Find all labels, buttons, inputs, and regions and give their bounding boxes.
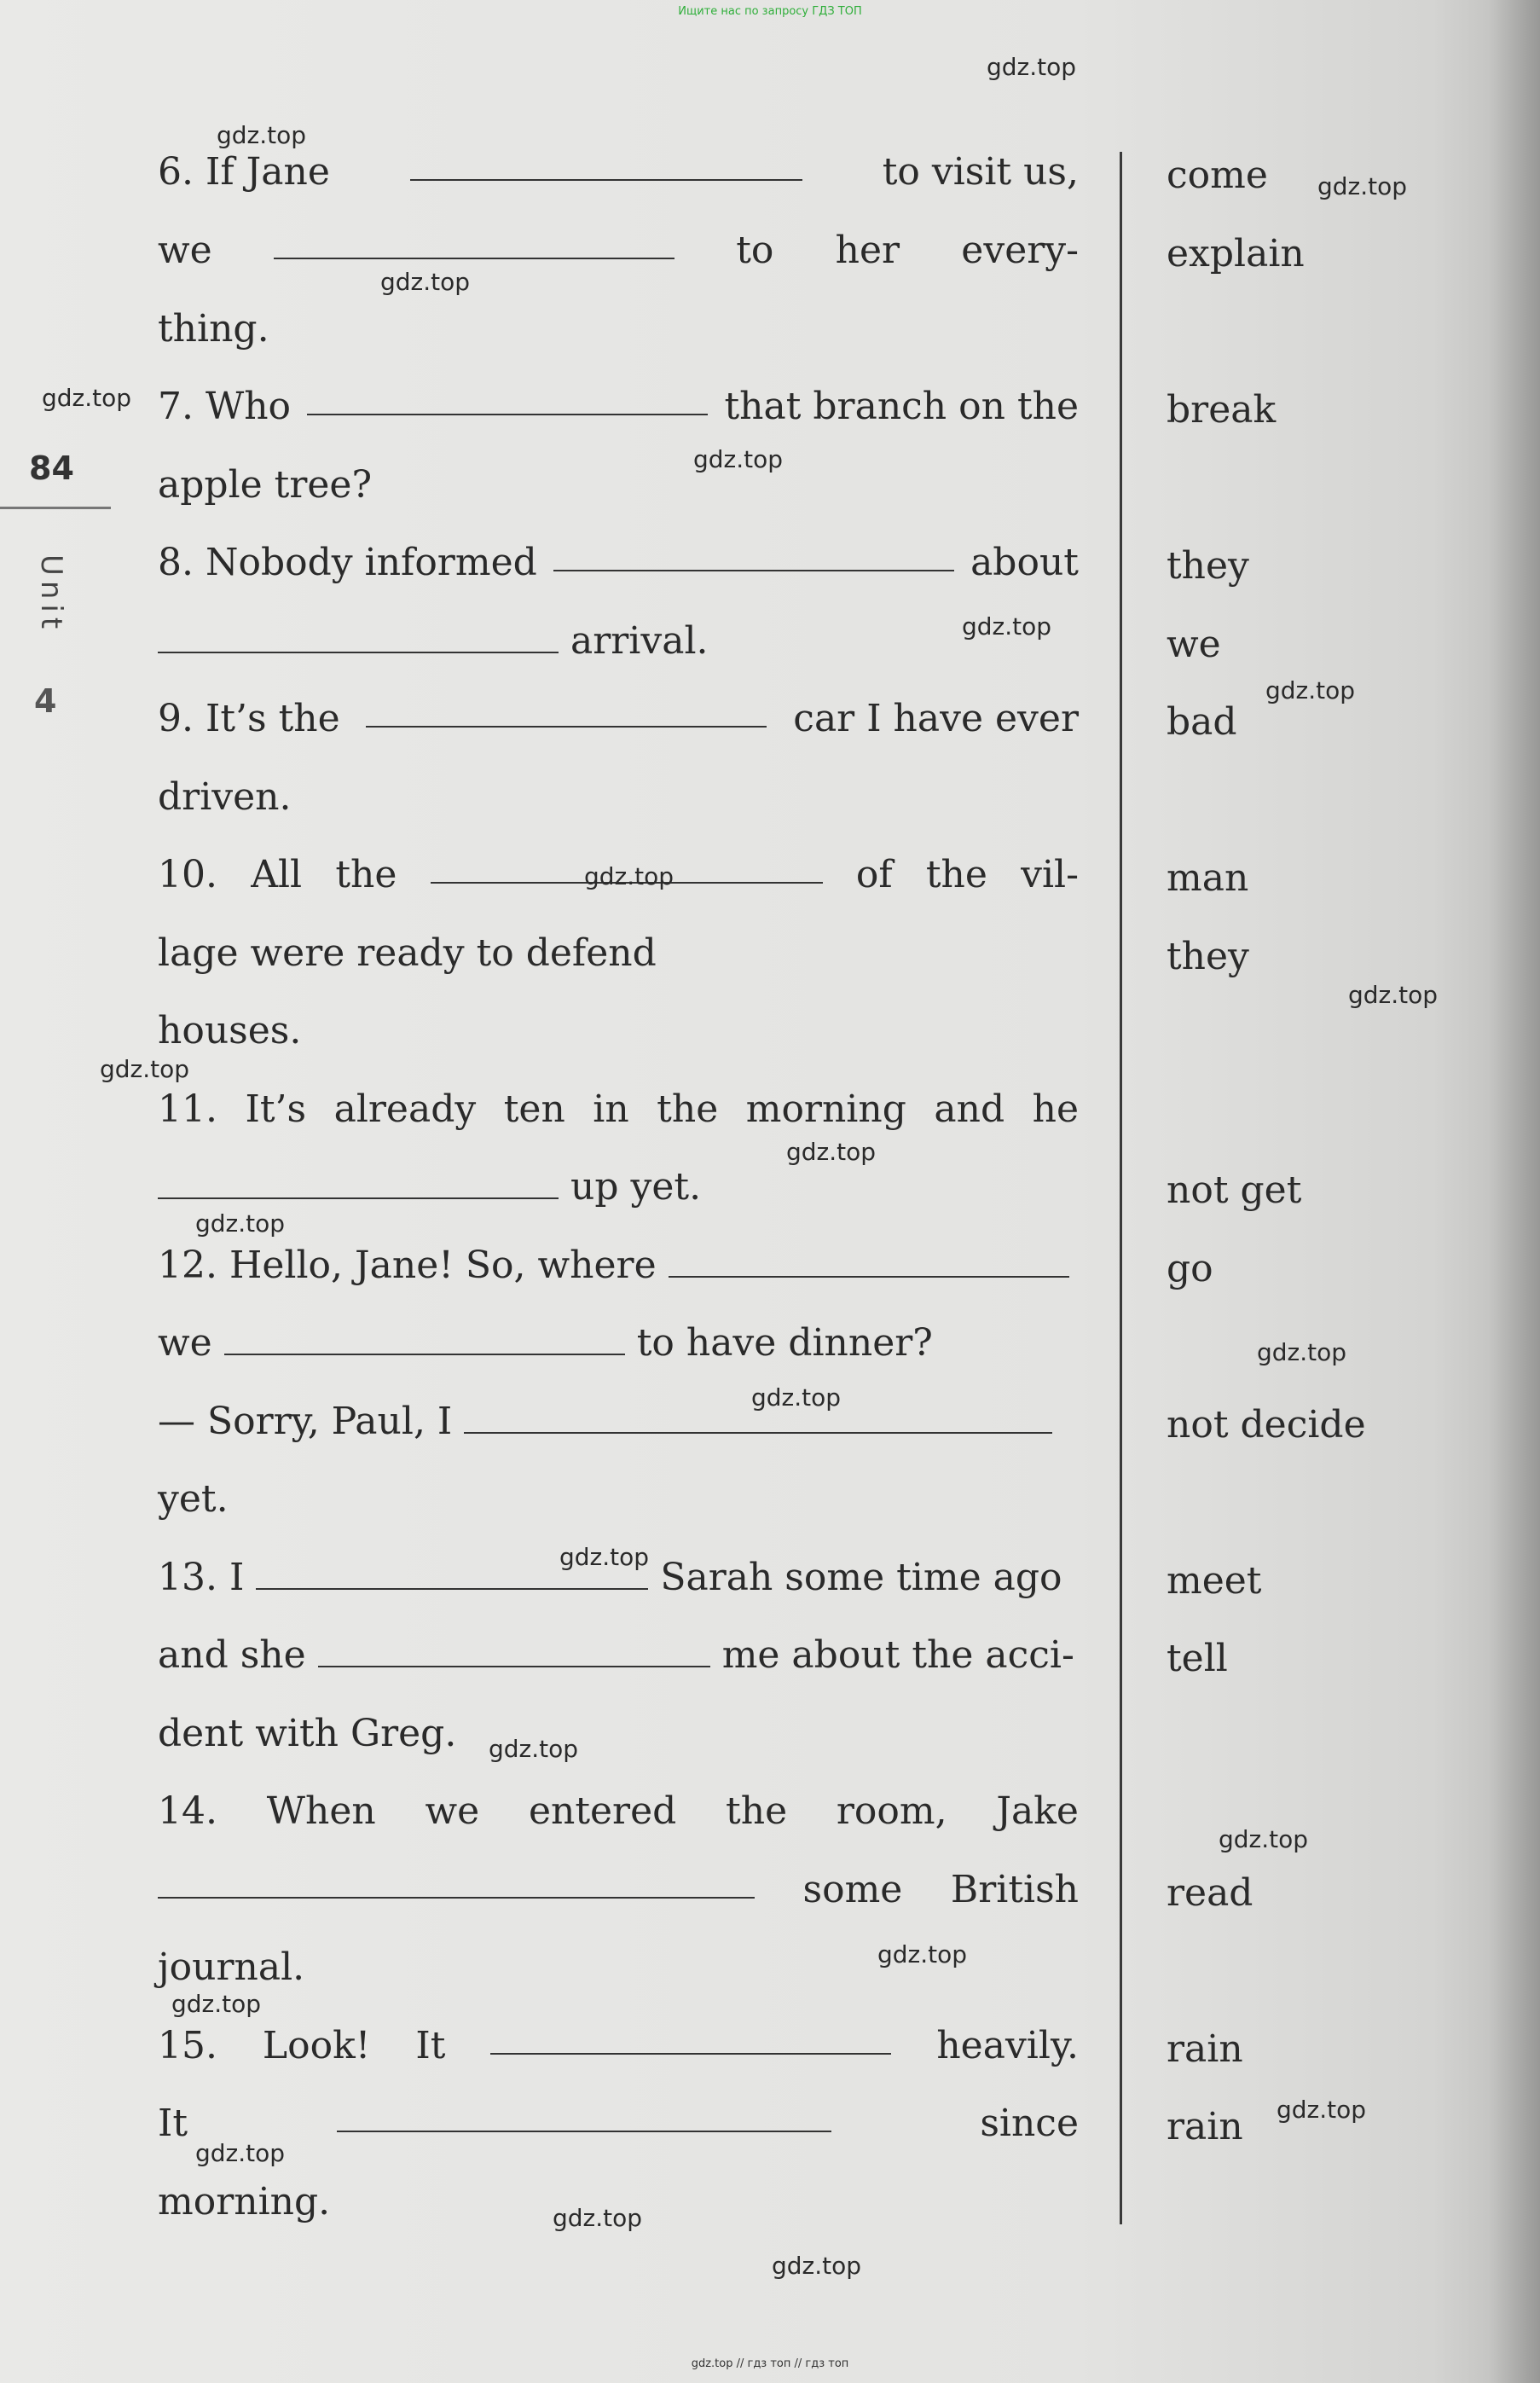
- watermark: gdz.top: [1317, 172, 1408, 200]
- exercise-line: [158, 931, 657, 975]
- line-text: entered: [528, 1789, 677, 1833]
- line-text: driven.: [158, 775, 292, 819]
- verb-hint: they: [1167, 544, 1249, 588]
- verb-hint: meet: [1167, 1559, 1262, 1603]
- answer-blank[interactable]: [669, 1250, 1069, 1278]
- line-text: It’s: [245, 1087, 307, 1131]
- unit-number: 4: [34, 682, 57, 720]
- verb-hint: they: [1167, 935, 1249, 978]
- line-text: every-: [961, 229, 1079, 272]
- answer-blank[interactable]: [318, 1640, 710, 1667]
- line-text: arrival.: [570, 619, 709, 663]
- verb-hint: man: [1167, 856, 1249, 900]
- line-text: — Sorry, Paul, I: [158, 1400, 453, 1443]
- line-text: 15.: [158, 2024, 217, 2067]
- watermark: gdz.top: [1348, 981, 1439, 1009]
- line-text: the: [726, 1789, 788, 1833]
- answer-blank[interactable]: [274, 232, 674, 259]
- bottom-banner[interactable]: gdz.top // гдз топ // гдз топ: [691, 2357, 849, 2370]
- watermark: gdz.top: [42, 384, 132, 412]
- exercise-line: [158, 1165, 702, 1209]
- verb-hint: rain: [1167, 2027, 1243, 2071]
- verb-hint: read: [1167, 1871, 1253, 1915]
- verb-hint: explain: [1167, 232, 1305, 275]
- watermark: gdz.top: [786, 1138, 877, 1166]
- line-text: up yet.: [570, 1165, 702, 1209]
- answer-blank[interactable]: [490, 2027, 891, 2055]
- line-text: 12. Hello, Jane! So, where: [158, 1244, 657, 1287]
- page-number: 84: [29, 449, 74, 487]
- verb-hint: go: [1167, 1247, 1213, 1290]
- line-text: 6. If Jane: [158, 150, 330, 194]
- unit-label: Unit: [34, 554, 68, 635]
- watermark: gdz.top: [1219, 1825, 1309, 1853]
- exercise-line: [158, 2102, 1079, 2145]
- top-banner[interactable]: Ищите нас по запросу ГДЗ ТОП: [678, 5, 862, 18]
- exercise-line: [158, 1477, 229, 1521]
- watermark: gdz.top: [380, 268, 471, 296]
- verb-hint: not get: [1167, 1168, 1302, 1212]
- exercise-line: [158, 229, 1079, 272]
- line-text: Jake: [996, 1789, 1079, 1833]
- exercise-line: [158, 1009, 302, 1052]
- verb-hint: not decide: [1167, 1403, 1366, 1447]
- answer-blank[interactable]: [158, 1172, 559, 1199]
- exercise-line: [158, 385, 1079, 428]
- exercise-line: [158, 150, 1079, 194]
- exercise-line: [158, 1868, 1079, 1911]
- line-text: car I have ever: [793, 697, 1079, 740]
- answer-blank[interactable]: [337, 2105, 831, 2132]
- line-text: 14.: [158, 1789, 217, 1833]
- line-text: of: [855, 853, 893, 896]
- line-text: room,: [836, 1789, 947, 1833]
- watermark: gdz.top: [751, 1383, 842, 1412]
- line-text: the: [925, 853, 987, 896]
- watermark: gdz.top: [559, 1543, 650, 1571]
- line-text: 13. I: [158, 1556, 245, 1599]
- exercise-line: [158, 541, 1079, 584]
- line-text: It: [415, 2024, 446, 2067]
- answer-blank[interactable]: [224, 1328, 625, 1355]
- exercise-line: [158, 2024, 1079, 2067]
- line-text: some: [802, 1868, 903, 1911]
- line-text: Sarah some time ago: [660, 1556, 1062, 1599]
- line-text: me about the acci-: [721, 1633, 1074, 1677]
- watermark: gdz.top: [217, 121, 307, 149]
- line-text: 7. Who: [158, 385, 292, 428]
- exercise-line: [158, 1321, 933, 1365]
- answer-blank[interactable]: [410, 154, 802, 181]
- answer-blank[interactable]: [553, 544, 954, 571]
- line-text: ten: [503, 1087, 565, 1131]
- line-text: lage were ready to defend: [158, 931, 657, 975]
- verb-hint: break: [1167, 388, 1277, 432]
- line-text: the: [657, 1087, 719, 1131]
- line-text: vil-: [1021, 853, 1079, 896]
- answer-blank[interactable]: [158, 626, 559, 653]
- verb-hint: tell: [1167, 1637, 1228, 1680]
- line-text: we: [158, 229, 212, 272]
- line-text: we: [158, 1321, 212, 1365]
- exercise-line: [158, 307, 269, 351]
- exercise-line: [158, 775, 292, 819]
- line-text: dent with Greg.: [158, 1712, 457, 1755]
- line-text: that branch on the: [724, 385, 1079, 428]
- verb-hint: we: [1167, 623, 1221, 666]
- line-text: morning: [745, 1087, 906, 1131]
- column-divider: [1120, 152, 1122, 2224]
- watermark: gdz.top: [962, 612, 1052, 641]
- line-text: 8. Nobody informed: [158, 541, 537, 584]
- exercise-line: [158, 463, 373, 507]
- exercise-line: [158, 1789, 1079, 1833]
- exercise-line: [158, 1633, 1074, 1677]
- line-text: and she: [158, 1633, 306, 1677]
- page-number-rule: [0, 507, 111, 509]
- line-text: the: [335, 853, 397, 896]
- line-text: to: [736, 229, 774, 272]
- line-text: houses.: [158, 1009, 302, 1052]
- line-text: British: [950, 1868, 1079, 1911]
- line-text: 11.: [158, 1087, 217, 1131]
- watermark: gdz.top: [693, 445, 784, 473]
- line-text: 10.: [158, 853, 217, 896]
- verb-hint: come: [1167, 154, 1268, 197]
- line-text: her: [835, 229, 900, 272]
- watermark: gdz.top: [1277, 2096, 1367, 2124]
- exercise-line: [158, 697, 1079, 740]
- verb-hint: bad: [1167, 700, 1237, 744]
- line-text: in: [593, 1087, 629, 1131]
- answer-blank[interactable]: [366, 700, 767, 728]
- line-text: already: [333, 1087, 477, 1131]
- watermark: gdz.top: [195, 2139, 286, 2167]
- line-text: to have dinner?: [636, 1321, 933, 1365]
- watermark: gdz.top: [584, 862, 674, 890]
- line-text: apple tree?: [158, 463, 373, 507]
- line-text: It: [158, 2102, 188, 2145]
- answer-blank[interactable]: [158, 1871, 755, 1899]
- line-text: All: [251, 853, 303, 896]
- line-text: When: [266, 1789, 376, 1833]
- line-text: Look!: [262, 2024, 371, 2067]
- exercise-line: [158, 619, 709, 663]
- line-text: to visit us,: [882, 150, 1079, 194]
- line-text: he: [1032, 1087, 1079, 1131]
- watermark: gdz.top: [1257, 1338, 1347, 1366]
- exercise-line: [158, 1087, 1079, 1131]
- line-text: heavily.: [936, 2024, 1079, 2067]
- line-text: thing.: [158, 307, 269, 351]
- line-text: about: [970, 541, 1079, 584]
- watermark: gdz.top: [171, 1990, 262, 2018]
- line-text: we: [425, 1789, 480, 1833]
- line-text: yet.: [158, 1477, 229, 1521]
- exercise-line: [158, 1945, 305, 1989]
- verb-hint: rain: [1167, 2105, 1243, 2148]
- line-text: morning.: [158, 2180, 331, 2224]
- exercise-line: [158, 1244, 1069, 1287]
- watermark: gdz.top: [1265, 676, 1356, 704]
- exercise-line: [158, 1400, 1052, 1443]
- watermark: gdz.top: [553, 2204, 643, 2232]
- exercise-line: [158, 2180, 331, 2224]
- watermark: gdz.top: [877, 1940, 968, 1968]
- line-text: since: [980, 2102, 1079, 2145]
- watermark: gdz.top: [100, 1055, 190, 1083]
- watermark: gdz.top: [772, 2252, 862, 2280]
- watermark: gdz.top: [489, 1735, 579, 1763]
- line-text: 9. It’s the: [158, 697, 340, 740]
- watermark: gdz.top: [987, 53, 1077, 81]
- line-text: journal.: [158, 1945, 305, 1989]
- exercise-line: [158, 1712, 457, 1755]
- watermark: gdz.top: [195, 1209, 286, 1238]
- answer-blank[interactable]: [307, 388, 708, 415]
- line-text: and: [934, 1087, 1005, 1131]
